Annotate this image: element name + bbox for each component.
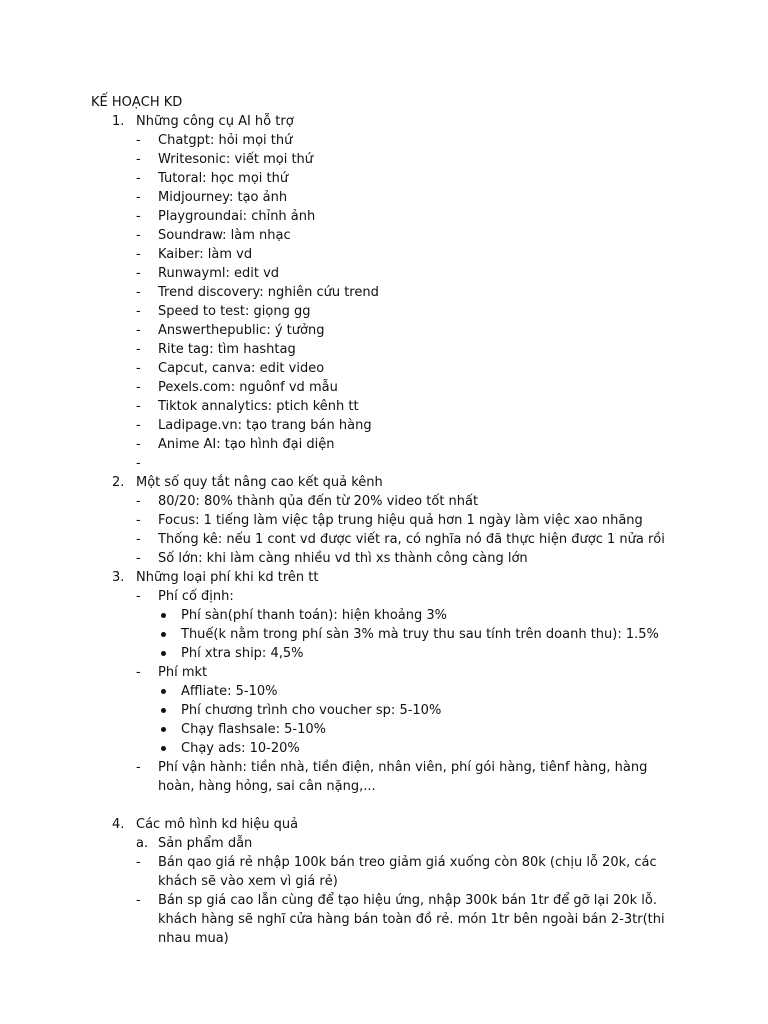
dash-bullet: - (136, 589, 141, 604)
section-title: Những công cụ AI hỗ trợ (136, 114, 294, 129)
section-number: 1. (112, 114, 125, 129)
list-item (0, 283, 768, 302)
list-item-text: Playgroundai: chỉnh ảnh (158, 209, 316, 224)
list-item-text: Pexels.com: nguônf vd mẫu (158, 380, 338, 395)
round-bullet-icon (161, 689, 166, 694)
list-item (0, 549, 768, 568)
sub-list-item (0, 644, 768, 663)
list-item (0, 169, 768, 188)
dash-bullet: - (136, 342, 141, 357)
dash-bullet: - (136, 266, 141, 281)
blank-line (0, 796, 768, 815)
dash-bullet: - (136, 323, 141, 338)
sub-list-item (0, 682, 768, 701)
sub-list-item-text: Phí chương trình cho voucher sp: 5-10% (181, 703, 442, 718)
list-item-text: Chatgpt: hỏi mọi thứ (158, 133, 293, 148)
section-heading (0, 815, 768, 834)
dash-bullet: - (136, 855, 141, 870)
dash-bullet: - (136, 171, 141, 186)
list-item-empty (0, 454, 768, 473)
section-number: 3. (112, 570, 125, 585)
list-item (0, 188, 768, 207)
sub-list-item-text: Chạy flashsale: 5-10% (181, 722, 326, 737)
fixed-fee-group (0, 587, 768, 606)
dash-bullet: - (136, 513, 141, 528)
section-title: Một số quy tắt nâng cao kết quả kênh (136, 475, 383, 490)
list-item-text: Midjourney: tạo ảnh (158, 190, 288, 205)
list-item (0, 378, 768, 397)
list-item (0, 435, 768, 454)
list-item (0, 321, 768, 340)
section-heading (0, 568, 768, 587)
round-bullet-icon (161, 746, 166, 751)
dash-bullet: - (136, 228, 141, 243)
sub-list-item-text: Chạy ads: 10-20% (181, 741, 300, 756)
list-item-text: Kaiber: làm vd (158, 247, 253, 262)
list-item-text: Writesonic: viết mọi thứ (158, 152, 314, 167)
list-item-text: Tiktok annalytics: ptich kênh tt (158, 399, 359, 414)
list-item-text: Ladipage.vn: tạo trang bán hàng (158, 418, 372, 433)
document-title: KẾ HOẠCH KD (91, 95, 183, 110)
section-number: 2. (112, 475, 125, 490)
list-item (0, 511, 768, 530)
list-item (0, 340, 768, 359)
sub-heading-letter: a. (136, 836, 149, 851)
sub-list-item (0, 739, 768, 758)
round-bullet-icon (161, 613, 166, 618)
list-item-text: Runwayml: edit vd (158, 266, 280, 281)
section-business-models (0, 815, 768, 948)
dash-bullet: - (136, 494, 141, 509)
list-item-text: Bán qao giá rẻ nhập 100k bán treo giảm giá xuống còn 80k (chịu lỗ 20k, các khách sẽ vào xem vì giá rẻ) (158, 855, 657, 889)
section-number: 4. (112, 817, 125, 832)
list-item-text: Bán sp giá cao lẫn cùng để tạo hiệu ứng, nhập 300k bán 1tr để gỡ lại 20k lỗ. khách hàng sẽ nghĩ cửa hàng bán toàn đồ rẻ. món 1tr bên ngoài bán 2-3tr(thi nhau mua) (158, 893, 665, 946)
list-item-text: Capcut, canva: edit video (158, 361, 325, 376)
dash-bullet: - (136, 152, 141, 167)
marketing-fee-group (0, 663, 768, 682)
list-item-text: Focus: 1 tiếng làm việc tập trung hiệu quả hơn 1 ngày làm việc xao nhãng (158, 513, 643, 528)
sub-list-item-text: Phí xtra ship: 4,5% (181, 646, 304, 661)
list-item (0, 530, 768, 549)
list-item (0, 853, 768, 891)
dash-bullet: - (136, 760, 141, 775)
section-title: Những loại phí khi kd trên tt (136, 570, 319, 585)
section-channel-rules (0, 473, 768, 568)
sub-list-item (0, 701, 768, 720)
dash-bullet: - (136, 665, 141, 680)
list-item-text: Phí vận hành: tiền nhà, tiền điện, nhân viên, phí gói hàng, tiênf hàng, hàng hoàn, hàng hỏng, sai cân nặng,... (158, 760, 648, 794)
list-item-text: Answerthepublic: ý tưởng (158, 323, 325, 338)
sub-list-item-text: Affliate: 5-10% (181, 684, 278, 699)
list-item (0, 150, 768, 169)
list-item (0, 207, 768, 226)
dash-bullet: - (136, 399, 141, 414)
dash-bullet: - (136, 209, 141, 224)
sub-list-item (0, 720, 768, 739)
sub-list-item-text: Thuế(k nằm trong phí sàn 3% mà truy thu sau tính trên doanh thu): 1.5% (181, 627, 659, 642)
list-item-text: Speed to test: giọng gg (158, 304, 311, 319)
list-item (0, 359, 768, 378)
section-ai-tools (0, 112, 768, 473)
section-heading (0, 112, 768, 131)
list-item (0, 492, 768, 511)
dash-bullet: - (136, 285, 141, 300)
dash-bullet: - (136, 532, 141, 547)
list-item-text: Phí mkt (158, 665, 208, 680)
list-item-text: Soundraw: làm nhạc (158, 228, 291, 243)
round-bullet-icon (161, 632, 166, 637)
list-item-text: 80/20: 80% thành qủa đến từ 20% video tốt nhất (158, 494, 479, 509)
section-title: Các mô hình kd hiệu quả (136, 817, 299, 832)
list-item (0, 302, 768, 321)
dash-bullet: - (136, 247, 141, 262)
dash-bullet: - (136, 380, 141, 395)
dash-bullet: - (136, 437, 141, 452)
operating-fee-item (0, 758, 768, 796)
round-bullet-icon (161, 651, 166, 656)
list-item-text: Trend discovery: nghiên cứu trend (158, 285, 379, 300)
list-item (0, 245, 768, 264)
section-fees (0, 568, 768, 796)
list-item (0, 891, 768, 948)
list-item-text: Phí cố định: (158, 589, 234, 604)
list-item (0, 264, 768, 283)
dash-bullet: - (136, 190, 141, 205)
dash-bullet: - (136, 551, 141, 566)
sub-heading-text: Sản phẩm dẫn (158, 836, 253, 851)
sub-list-item (0, 606, 768, 625)
document-body (0, 112, 768, 948)
sub-list-item (0, 625, 768, 644)
dash-bullet: - (136, 133, 141, 148)
list-item-text: Anime AI: tạo hình đại diện (158, 437, 335, 452)
dash-bullet: - (136, 456, 141, 471)
dash-bullet: - (136, 893, 141, 908)
sub-heading (0, 834, 768, 853)
round-bullet-icon (161, 727, 166, 732)
list-item-text: Rite tag: tìm hashtag (158, 342, 296, 357)
sub-list-item-text: Phí sàn(phí thanh toán): hiện khoảng 3% (181, 608, 448, 623)
list-item (0, 397, 768, 416)
dash-bullet: - (136, 418, 141, 433)
list-item (0, 416, 768, 435)
list-item (0, 131, 768, 150)
list-item-text: Tutoral: học mọi thứ (158, 171, 289, 186)
list-item (0, 226, 768, 245)
section-heading (0, 473, 768, 492)
round-bullet-icon (161, 708, 166, 713)
list-item-text: Thống kê: nếu 1 cont vd được viết ra, có nghĩa nó đã thực hiện được 1 nửa rồi (158, 532, 665, 547)
dash-bullet: - (136, 361, 141, 376)
list-item-text: Số lớn: khi làm càng nhiều vd thì xs thành công càng lớn (158, 551, 528, 566)
dash-bullet: - (136, 304, 141, 319)
